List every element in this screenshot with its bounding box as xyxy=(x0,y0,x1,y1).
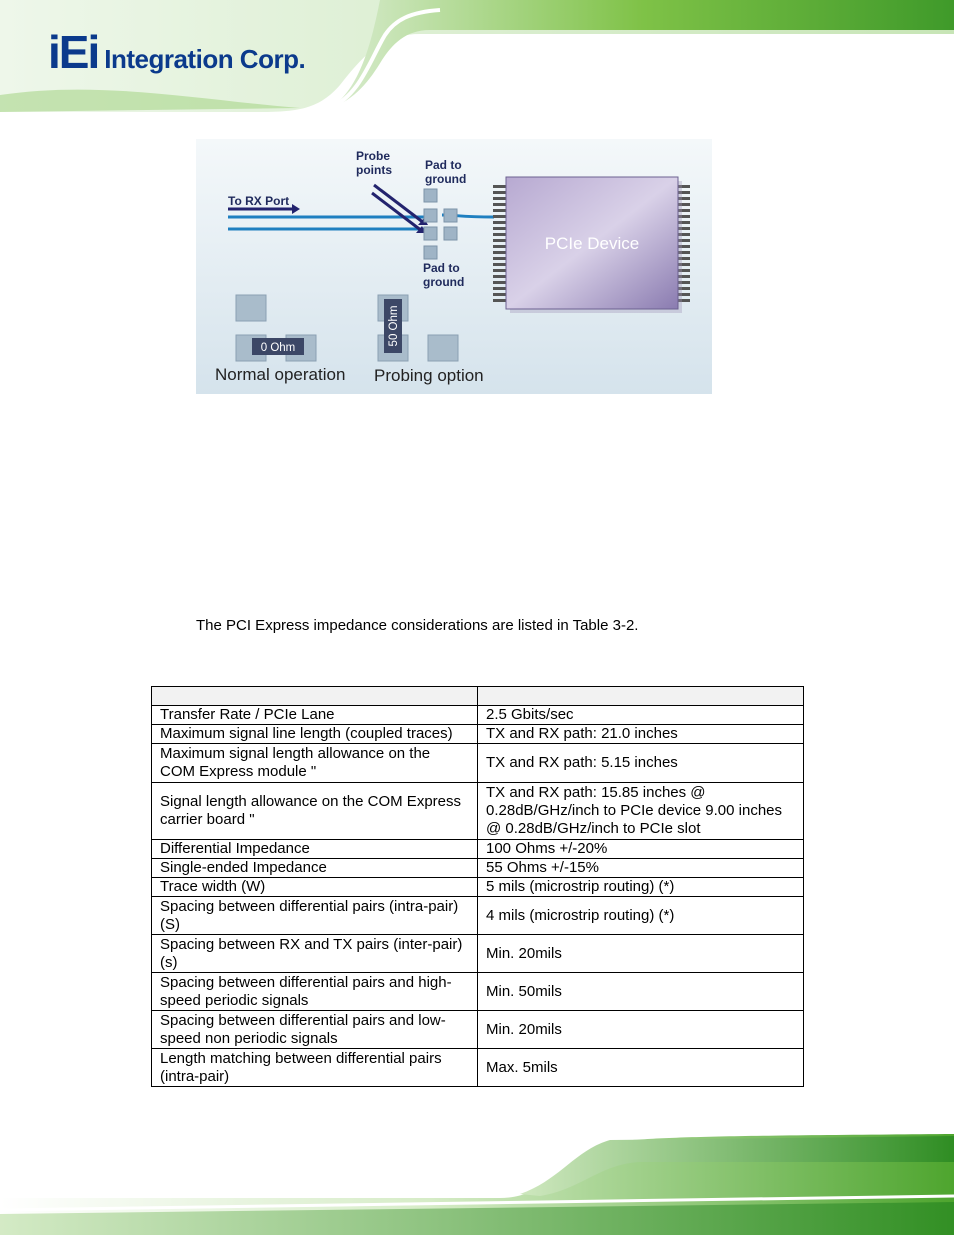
table-row xyxy=(152,725,804,744)
pcie-device-label: PCIe Device xyxy=(544,234,640,253)
probe-points-label-2: points xyxy=(356,163,392,177)
pcie-probing-figure xyxy=(196,139,712,394)
logo-wordmark: Integration Corp. xyxy=(104,44,306,74)
normal-operation-label: Normal operation xyxy=(215,365,346,384)
table-cell: Maximum signal length allowance on the COM Express module " xyxy=(152,744,478,783)
pad-to-ground-bottom-1: Pad to xyxy=(423,261,460,275)
table-cell: 4 mils (microstrip routing) (*) xyxy=(478,897,804,935)
pad-to-ground-bottom-2: ground xyxy=(423,275,465,289)
table-cell: Signal length allowance on the COM Express carrier board " xyxy=(152,783,478,840)
table-row xyxy=(152,878,804,897)
logo-mark: iEi xyxy=(48,26,99,78)
table-cell: Max. 5mils xyxy=(478,1049,804,1087)
table-row xyxy=(152,744,804,783)
table-cell: Min. 20mils xyxy=(478,935,804,973)
probing-diagram xyxy=(196,139,712,394)
table-cell: Single-ended Impedance xyxy=(152,859,478,878)
table-cell: 100 Ohms +/-20% xyxy=(478,840,804,859)
probe-points-label-1: Probe xyxy=(356,149,391,163)
table-cell: 55 Ohms +/-15% xyxy=(478,859,804,878)
fifty-ohm-label: 50 Ohm xyxy=(388,305,400,347)
table-cell: Min. 20mils xyxy=(478,1011,804,1049)
table-cell: Spacing between differential pairs (intra-pair) (S) xyxy=(152,897,478,935)
probing-option-label: Probing option xyxy=(374,366,484,385)
pad-to-ground-top-1: Pad to xyxy=(425,158,462,172)
table-cell: Differential Impedance xyxy=(152,840,478,859)
zero-ohm-label: 0 Ohm xyxy=(260,342,296,354)
table-row xyxy=(152,840,804,859)
company-logo xyxy=(48,26,306,78)
table-cell: Trace width (W) xyxy=(152,878,478,897)
table-row xyxy=(152,935,804,973)
table-header-cell xyxy=(152,687,478,706)
table-row xyxy=(152,783,804,840)
page-footer xyxy=(0,1130,954,1235)
table-cell: Spacing between RX and TX pairs (inter-pair) (s) xyxy=(152,935,478,973)
table-cell: TX and RX path: 15.85 inches @ 0.28dB/GHz/inch to PCIe device 9.00 inches @ 0.28dB/GHz/inch to PCIe slot xyxy=(478,783,804,840)
table-header-row xyxy=(152,687,804,706)
table-row xyxy=(152,897,804,935)
table-cell: Min. 50mils xyxy=(478,973,804,1011)
table-row xyxy=(152,1011,804,1049)
table-cell: Maximum signal line length (coupled traces) xyxy=(152,725,478,744)
table-cell: Spacing between differential pairs and low-speed non periodic signals xyxy=(152,1011,478,1049)
to-rx-port-label: To RX Port xyxy=(228,194,290,208)
intro-paragraph: The PCI Express impedance considerations are listed in Table 3-2. xyxy=(196,617,639,634)
footer-banner xyxy=(0,1130,954,1235)
page-header xyxy=(0,0,954,115)
table-row xyxy=(152,1049,804,1087)
table-cell: TX and RX path: 21.0 inches xyxy=(478,725,804,744)
table-header-cell xyxy=(478,687,804,706)
table-cell: Spacing between differential pairs and high-speed periodic signals xyxy=(152,973,478,1011)
table-cell: Length matching between differential pairs (intra-pair) xyxy=(152,1049,478,1087)
table-cell: 5 mils (microstrip routing) (*) xyxy=(478,878,804,897)
table-row xyxy=(152,706,804,725)
table-row xyxy=(152,973,804,1011)
table-row xyxy=(152,859,804,878)
table-cell: 2.5 Gbits/sec xyxy=(478,706,804,725)
pad-to-ground-top-2: ground xyxy=(425,172,467,186)
table-cell: TX and RX path: 5.15 inches xyxy=(478,744,804,783)
impedance-table xyxy=(151,686,804,1087)
table-cell: Transfer Rate / PCIe Lane xyxy=(152,706,478,725)
